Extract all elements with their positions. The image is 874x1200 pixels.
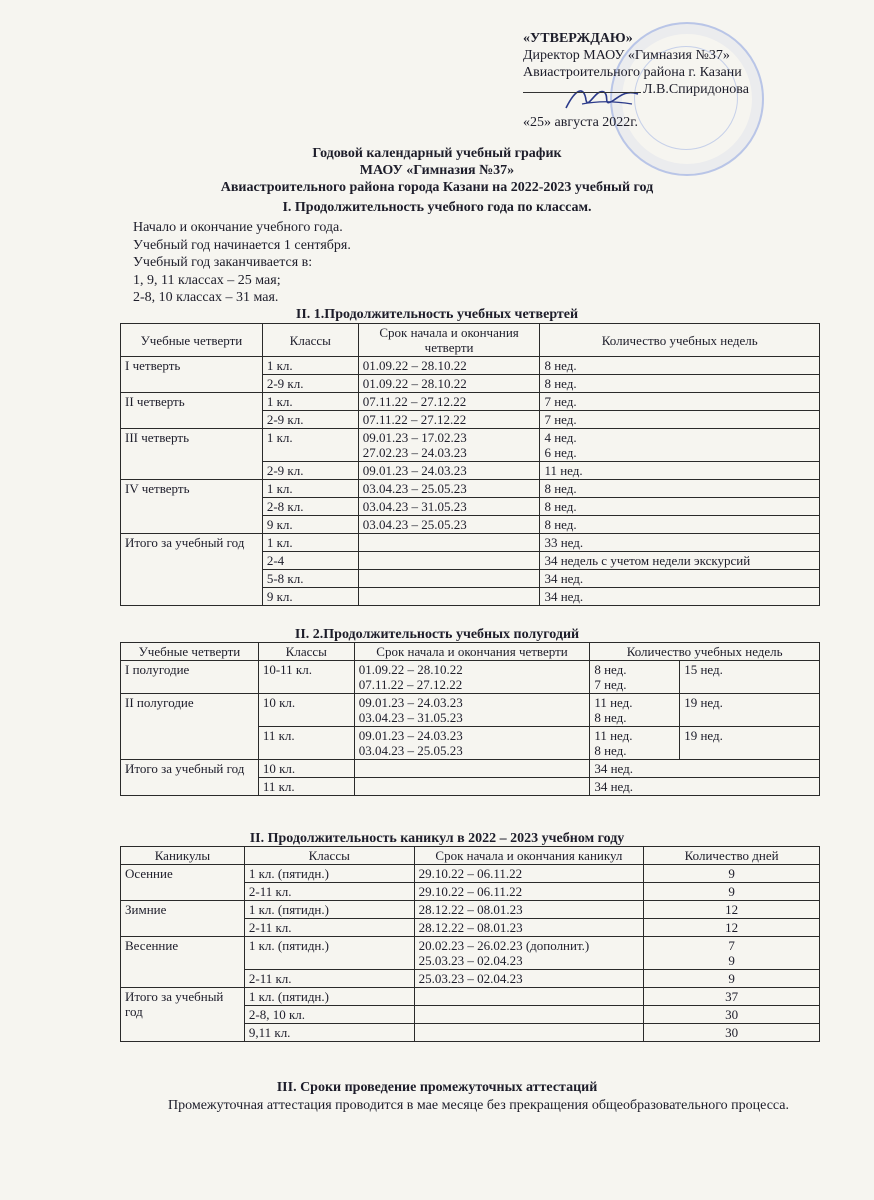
approval-block bbox=[523, 30, 749, 131]
days-cell: 9 bbox=[644, 970, 820, 988]
class-cell: 1 кл. (пятидн.) bbox=[244, 901, 414, 919]
period-cell: I полугодие bbox=[121, 661, 259, 694]
approval-line-2: Авиастроительного района г. Казани bbox=[523, 65, 742, 80]
signature-line bbox=[523, 92, 641, 93]
weeks-cell: 34 нед. bbox=[540, 570, 820, 588]
dates-cell: 01.09.22 – 28.10.22 bbox=[358, 357, 540, 375]
table-row bbox=[121, 393, 820, 411]
class-cell: 2-8 кл. bbox=[262, 498, 358, 516]
weeks-cell: 8 нед. bbox=[540, 357, 820, 375]
days-cell: 9 bbox=[644, 883, 820, 901]
total-weeks-cell: 19 нед. bbox=[680, 694, 820, 727]
weeks-cell: 34 нед. bbox=[540, 588, 820, 606]
weeks-cell: 8 нед. bbox=[540, 480, 820, 498]
header-cell: Срок начала и окончания четверти bbox=[354, 643, 590, 661]
weeks-line: 8 нед. bbox=[594, 743, 627, 758]
weeks-line: 11 нед. bbox=[594, 695, 633, 710]
holiday-name-cell: Весенние bbox=[121, 937, 245, 988]
dates-cell: 29.10.22 – 06.11.22 bbox=[414, 883, 644, 901]
intro-line: 2-8, 10 классах – 31 мая. bbox=[133, 290, 279, 305]
weeks-cell: 8 нед. bbox=[540, 516, 820, 534]
dates-line: 07.11.22 – 27.12.22 bbox=[358, 677, 463, 692]
dates-cell bbox=[358, 552, 540, 570]
class-cell: 1 кл. bbox=[262, 393, 358, 411]
weeks-cell bbox=[590, 661, 680, 694]
weeks-cell: 34 нед. bbox=[590, 760, 820, 778]
table-row bbox=[121, 988, 820, 1006]
header-cell: Классы bbox=[258, 643, 354, 661]
section-1-text bbox=[133, 219, 351, 307]
class-cell: 2-4 bbox=[262, 552, 358, 570]
period-cell: Итого за учебный год bbox=[121, 534, 263, 606]
weeks-cell: 7 нед. bbox=[540, 393, 820, 411]
total-weeks-cell: 15 нед. bbox=[680, 661, 820, 694]
holiday-name-cell: Итого за учебный год bbox=[121, 988, 245, 1042]
period-cell: I четверть bbox=[121, 357, 263, 393]
period-cell: IV четверть bbox=[121, 480, 263, 534]
days-line: 7 bbox=[728, 938, 735, 953]
approval-signer: Л.В.Спиридонова bbox=[643, 82, 749, 97]
days-cell: 12 bbox=[644, 901, 820, 919]
days-cell: 37 bbox=[644, 988, 820, 1006]
section-1-heading: I. Продолжительность учебного года по классам. bbox=[282, 200, 592, 215]
weeks-line: 8 нед. bbox=[594, 710, 627, 725]
dates-cell: 28.12.22 – 08.01.23 bbox=[414, 919, 644, 937]
weeks-cell: 34 недель с учетом недели экскурсий bbox=[540, 552, 820, 570]
class-cell: 2-11 кл. bbox=[244, 919, 414, 937]
dates-line: 01.09.22 – 28.10.22 bbox=[358, 662, 463, 677]
class-cell: 10-11 кл. bbox=[258, 661, 354, 694]
table-row bbox=[121, 865, 820, 883]
dates-cell: 09.01.23 – 24.03.23 bbox=[358, 462, 540, 480]
weeks-cell bbox=[540, 429, 820, 462]
dates-cell bbox=[358, 534, 540, 552]
approval-date: «25» августа 2022г. bbox=[523, 115, 638, 130]
dates-cell bbox=[358, 588, 540, 606]
table-2-heading: II. 2.Продолжительность учебных полугодий bbox=[294, 627, 580, 642]
table-header-row bbox=[121, 847, 820, 865]
intro-line: Начало и окончание учебного года. bbox=[133, 220, 343, 235]
class-cell: 1 кл. bbox=[262, 357, 358, 375]
dates-cell bbox=[354, 727, 590, 760]
weeks-cell: 7 нед. bbox=[540, 411, 820, 429]
weeks-line: 4 нед. bbox=[544, 430, 577, 445]
dates-cell bbox=[414, 988, 644, 1006]
period-cell: II полугодие bbox=[121, 694, 259, 760]
class-cell: 2-8, 10 кл. bbox=[244, 1006, 414, 1024]
header-cell: Классы bbox=[262, 324, 358, 357]
class-cell: 2-11 кл. bbox=[244, 883, 414, 901]
class-cell: 11 кл. bbox=[258, 727, 354, 760]
class-cell: 2-9 кл. bbox=[262, 411, 358, 429]
weeks-cell: 8 нед. bbox=[540, 498, 820, 516]
table-row bbox=[121, 357, 820, 375]
weeks-line: 6 нед. bbox=[544, 445, 577, 460]
table-3-heading: II. Продолжительность каникул в 2022 – 2023 учебном году bbox=[249, 831, 625, 846]
header-cell: Количество дней bbox=[644, 847, 820, 865]
class-cell: 10 кл. bbox=[258, 694, 354, 727]
dates-cell bbox=[414, 1006, 644, 1024]
dates-cell: 29.10.22 – 06.11.22 bbox=[414, 865, 644, 883]
table-row bbox=[121, 534, 820, 552]
period-cell: Итого за учебный год bbox=[121, 760, 259, 796]
holidays-table bbox=[120, 846, 820, 1042]
dates-cell: 07.11.22 – 27.12.22 bbox=[358, 411, 540, 429]
class-cell: 2-11 кл. bbox=[244, 970, 414, 988]
header-cell: Срок начала и окончания четверти bbox=[358, 324, 540, 357]
days-cell: 30 bbox=[644, 1006, 820, 1024]
section-3-text: Промежуточная аттестация проводится в мае месяце без прекращения общеобразовательного процесса. bbox=[168, 1098, 790, 1113]
approval-title: «УТВЕРЖДАЮ» bbox=[523, 31, 633, 46]
table-header-row bbox=[121, 324, 820, 357]
dates-line: 09.01.23 – 24.03.23 bbox=[358, 695, 463, 710]
total-weeks-cell: 19 нед. bbox=[680, 727, 820, 760]
dates-cell: 01.09.22 – 28.10.22 bbox=[358, 375, 540, 393]
header-cell: Срок начала и окончания каникул bbox=[414, 847, 644, 865]
document-title bbox=[0, 145, 874, 196]
class-cell: 1 кл. (пятидн.) bbox=[244, 988, 414, 1006]
days-cell: 30 bbox=[644, 1024, 820, 1042]
days-line: 9 bbox=[728, 953, 735, 968]
days-cell: 9 bbox=[644, 865, 820, 883]
dates-line: 09.01.23 – 24.03.23 bbox=[358, 728, 463, 743]
intro-line: Учебный год начинается 1 сентября. bbox=[133, 237, 351, 253]
class-cell: 2-9 кл. bbox=[262, 375, 358, 393]
period-cell: III четверть bbox=[121, 429, 263, 480]
header-cell: Учебные четверти bbox=[121, 324, 263, 357]
table-row bbox=[121, 429, 820, 462]
header-cell: Количество учебных недель bbox=[590, 643, 820, 661]
title-line-2: МАОУ «Гимназия №37» bbox=[359, 163, 515, 178]
dates-line: 27.02.23 – 24.03.23 bbox=[362, 445, 467, 460]
weeks-cell: 8 нед. bbox=[540, 375, 820, 393]
dates-cell: 07.11.22 – 27.12.22 bbox=[358, 393, 540, 411]
table-1-heading: II. 1.Продолжительность учебных четвертей bbox=[295, 307, 579, 322]
dates-cell: 25.03.23 – 02.04.23 bbox=[414, 970, 644, 988]
days-cell: 12 bbox=[644, 919, 820, 937]
weeks-cell bbox=[590, 727, 680, 760]
class-cell: 2-9 кл. bbox=[262, 462, 358, 480]
weeks-line: 11 нед. bbox=[594, 728, 633, 743]
dates-line: 25.03.23 – 02.04.23 bbox=[418, 953, 523, 968]
class-cell: 11 кл. bbox=[258, 778, 354, 796]
dates-line: 03.04.23 – 31.05.23 bbox=[358, 710, 463, 725]
holiday-name-cell: Осенние bbox=[121, 865, 245, 901]
semesters-table bbox=[120, 642, 820, 796]
header-cell: Классы bbox=[244, 847, 414, 865]
period-cell: II четверть bbox=[121, 393, 263, 429]
section-3-heading: III. Сроки проведение промежуточных аттестаций bbox=[276, 1080, 598, 1095]
class-cell: 1 кл. bbox=[262, 534, 358, 552]
dates-cell: 03.04.23 – 25.05.23 bbox=[358, 516, 540, 534]
intro-line: 1, 9, 11 классах – 25 мая; bbox=[133, 272, 281, 288]
quarters-table bbox=[120, 323, 820, 606]
dates-cell bbox=[414, 1024, 644, 1042]
class-cell: 5-8 кл. bbox=[262, 570, 358, 588]
dates-cell bbox=[354, 661, 590, 694]
header-cell: Количество учебных недель bbox=[540, 324, 820, 357]
header-cell: Каникулы bbox=[121, 847, 245, 865]
dates-cell bbox=[358, 570, 540, 588]
dates-cell: 03.04.23 – 31.05.23 bbox=[358, 498, 540, 516]
dates-line: 20.02.23 – 26.02.23 (дополнит.) bbox=[418, 938, 590, 953]
table-row bbox=[121, 480, 820, 498]
table-row bbox=[121, 760, 820, 778]
header-cell: Учебные четверти bbox=[121, 643, 259, 661]
dates-cell bbox=[354, 694, 590, 727]
weeks-cell bbox=[590, 694, 680, 727]
dates-cell bbox=[354, 778, 590, 796]
table-row bbox=[121, 901, 820, 919]
days-cell bbox=[644, 937, 820, 970]
dates-cell bbox=[414, 937, 644, 970]
dates-cell bbox=[358, 429, 540, 462]
class-cell: 9,11 кл. bbox=[244, 1024, 414, 1042]
class-cell: 9 кл. bbox=[262, 588, 358, 606]
dates-line: 09.01.23 – 17.02.23 bbox=[362, 430, 467, 445]
title-line-1: Годовой календарный учебный график bbox=[312, 146, 562, 161]
class-cell: 1 кл. (пятидн.) bbox=[244, 937, 414, 970]
class-cell: 1 кл. bbox=[262, 429, 358, 462]
weeks-line: 7 нед. bbox=[594, 677, 627, 692]
dates-line: 03.04.23 – 25.05.23 bbox=[358, 743, 463, 758]
weeks-cell: 33 нед. bbox=[540, 534, 820, 552]
approval-line-1: Директор МАОУ «Гимназия №37» bbox=[523, 48, 730, 63]
weeks-cell: 11 нед. bbox=[540, 462, 820, 480]
dates-cell: 28.12.22 – 08.01.23 bbox=[414, 901, 644, 919]
title-line-3: Авиастроительного района города Казани на 2022-2023 учебный год bbox=[220, 180, 654, 195]
class-cell: 1 кл. bbox=[262, 480, 358, 498]
weeks-line: 8 нед. bbox=[594, 662, 627, 677]
holiday-name-cell: Зимние bbox=[121, 901, 245, 937]
table-row bbox=[121, 937, 820, 970]
dates-cell bbox=[354, 760, 590, 778]
class-cell: 9 кл. bbox=[262, 516, 358, 534]
dates-cell: 03.04.23 – 25.05.23 bbox=[358, 480, 540, 498]
intro-line: Учебный год заканчивается в: bbox=[133, 255, 313, 270]
table-header-row bbox=[121, 643, 820, 661]
table-row bbox=[121, 694, 820, 727]
class-cell: 10 кл. bbox=[258, 760, 354, 778]
table-row bbox=[121, 661, 820, 694]
class-cell: 1 кл. (пятидн.) bbox=[244, 865, 414, 883]
weeks-cell: 34 нед. bbox=[590, 778, 820, 796]
